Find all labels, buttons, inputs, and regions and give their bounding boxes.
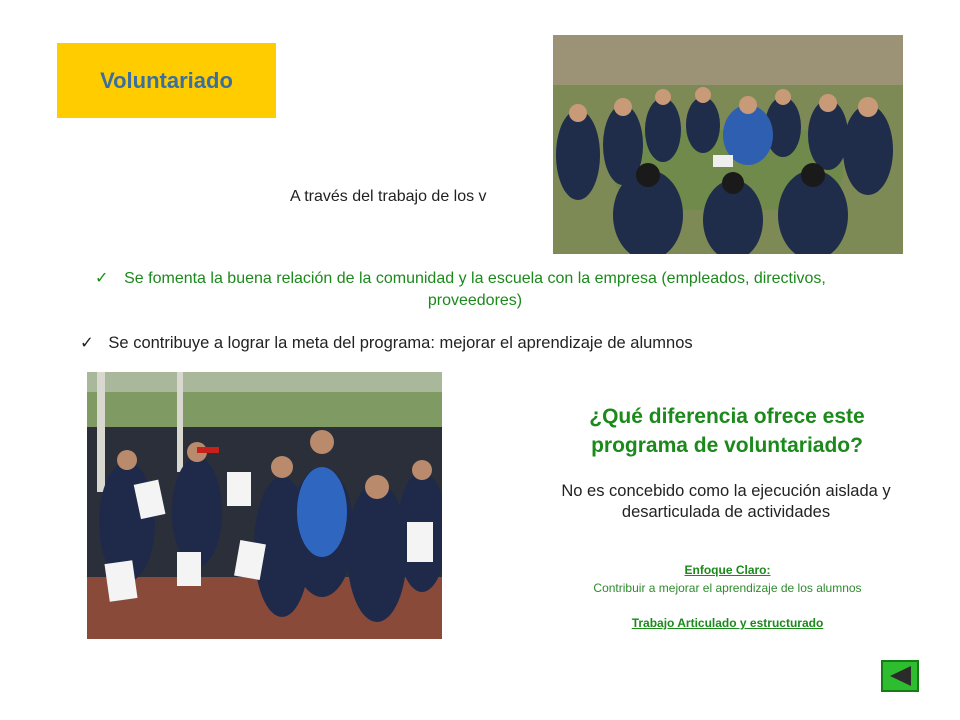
photo-students-papers — [87, 372, 442, 639]
bullet-text: Se fomenta la buena relación de la comunidad y la escuela con la empresa (empleados, directivos, proveedores) — [124, 270, 826, 309]
question-line-2: programa de voluntariado? — [591, 434, 863, 457]
intro-text: A través del trabajo de los v — [290, 188, 487, 205]
answer-text — [500, 481, 952, 523]
answer-line-1: No es concebido como la ejecución aislada y — [561, 482, 891, 500]
title-box — [57, 43, 276, 118]
checkmark-icon: ✓ — [80, 334, 94, 352]
bullet-program-goal — [80, 333, 693, 353]
enfoque-claro-title: Enfoque Claro: — [684, 563, 771, 577]
answer-line-2: desarticulada de actividades — [621, 503, 831, 521]
bullet-community-relation — [95, 268, 855, 312]
slide-title: Voluntariado — [100, 67, 233, 93]
trabajo-articulado-title: Trabajo Articulado y estructurado — [631, 616, 824, 630]
question-heading — [518, 402, 936, 460]
enfoque-claro-text: Contribuir a mejorar el aprendizaje de los alumnos — [593, 581, 862, 595]
photo-students-circle — [553, 35, 903, 254]
question-line-1: ¿Qué diferencia ofrece este — [589, 405, 865, 428]
checkmark-icon: ✓ — [95, 270, 109, 287]
back-button[interactable] — [881, 660, 919, 692]
bullet-text: Se contribuye a lograr la meta del programa: mejorar el aprendizaje de alumnos — [108, 334, 693, 352]
back-arrow-icon — [887, 665, 913, 687]
